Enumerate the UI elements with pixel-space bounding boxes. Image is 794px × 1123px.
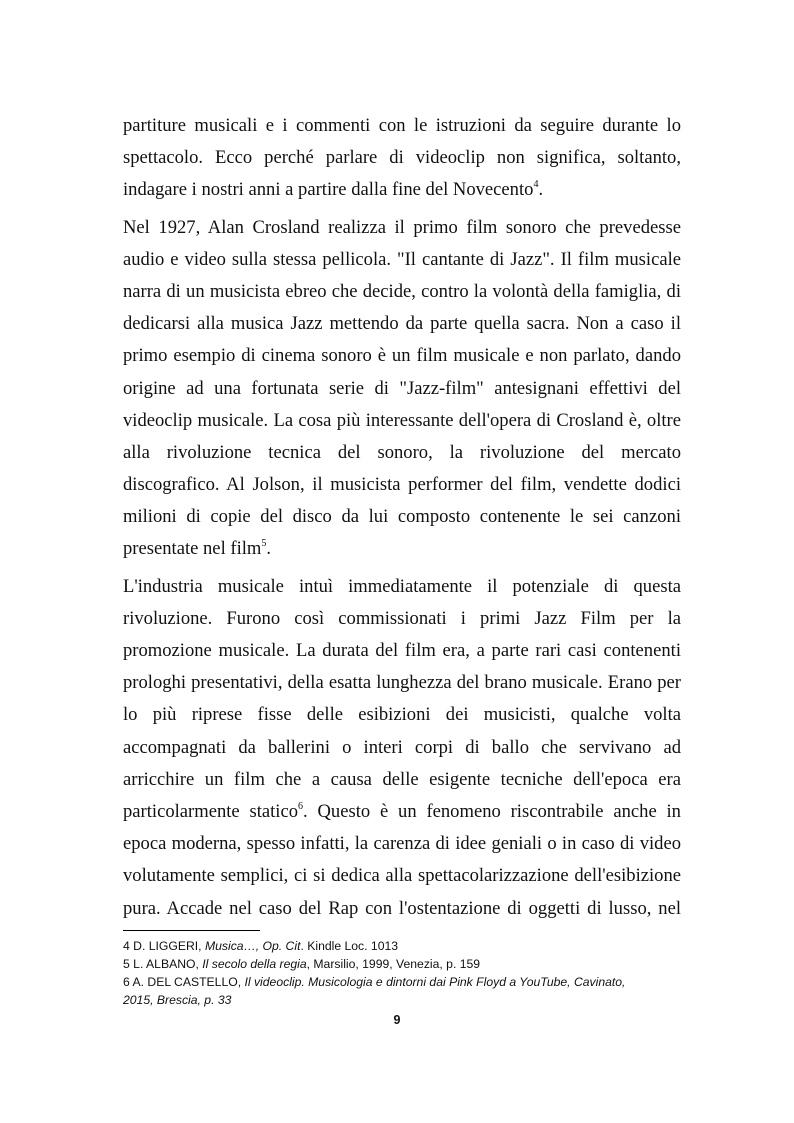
text-line: prologhi presentativi, della esatta lunghezza del brano musicale. Erano per <box>123 672 681 694</box>
footnote-text: . Kindle Loc. 1013 <box>300 939 399 953</box>
text-line: milioni di copie del disco da lui composto contenente le sei canzoni <box>123 506 681 528</box>
text-line: narra di un musicista ebreo che decide, contro la volontà della famiglia, di <box>123 280 681 302</box>
text-line: L'industria musicale intuì immediatamente il potenziale di questa <box>123 575 681 597</box>
text-fragment: particolarmente statico <box>123 800 299 822</box>
text-line <box>123 796 681 828</box>
text-line: pura. Accade nel caso del Rap con l'ostentazione di oggetti di lusso, nel <box>123 897 681 919</box>
text-line: primo esempio di cinema sonoro è un film musicale e non parlato, dando <box>123 345 681 367</box>
text-line: audio e video sulla stessa pellicola. "Il cantante di Jazz". Il film musicale <box>123 248 681 270</box>
paragraph-1 <box>123 110 681 207</box>
text-line: origine ad una fortunata serie di "Jazz-film" antesignani effettivi del <box>123 377 681 399</box>
text-fragment: . <box>538 179 544 201</box>
footnote-5 <box>123 955 683 973</box>
text-line: arricchire un film che a causa delle esigente tecniche dell'epoca era <box>123 768 681 790</box>
body-text <box>123 110 681 930</box>
text-line: lo più riprese fisse delle esibizioni dei musicisti, qualche volta <box>123 704 681 726</box>
paragraph-2 <box>123 212 681 566</box>
footnote-6 <box>123 973 683 991</box>
text-line <box>123 533 681 565</box>
footnote-text: D. LIGGERI, <box>133 939 205 953</box>
text-line: dedicarsi alla musica Jazz mettendo da parte quella sacra. Non a caso il <box>123 313 681 335</box>
text-line: partiture musicali e i commenti con le istruzioni da seguire durante lo <box>123 115 681 136</box>
text-line: promozione musicale. La durata del film era, a parte rari casi contenenti <box>123 640 681 661</box>
footnote-title: Musica…, Op. Cit <box>204 939 301 953</box>
text-line: spettacolo. Ecco perché parlare di videoclip non significa, soltanto, <box>123 147 681 169</box>
footnote-ref-4[interactable]: 4 <box>533 179 539 191</box>
footnote-title: Il videoclip. Musicologia e dintorni dai Pink Floyd a YouTube, Cavinato, <box>244 975 626 989</box>
footnote-title: Il secolo della regia <box>202 957 307 971</box>
text-fragment: . Questo è un fenomeno riscontrabile anche in <box>303 800 681 822</box>
footnote-6-continuation <box>123 991 683 1009</box>
text-line <box>123 174 681 206</box>
footnote-number: 6 <box>123 975 130 989</box>
text-line: accompagnati da ballerini o interi corpi di ballo che servivano ad <box>123 736 681 758</box>
text-line: Nel 1927, Alan Crosland realizza il primo film sonoro che prevedesse <box>123 216 681 238</box>
text-line: rivoluzione. Furono così commissionati i primi Jazz Film per la <box>123 607 681 629</box>
text-fragment: indagare i nostri anni a partire dalla fine del Novecento <box>123 179 534 201</box>
text-line: videoclip musicale. La cosa più interessante dell'opera di Crosland è, oltre <box>123 409 681 431</box>
footnote-ref-6[interactable]: 6 <box>298 800 304 812</box>
text-line: discografico. Al Jolson, il musicista performer del film, vendette dodici <box>123 474 681 496</box>
footnote-text: 2015, Brescia, p. 33 <box>123 993 232 1007</box>
paragraph-3 <box>123 571 681 925</box>
footnote-text: , Marsilio, 1999, Venezia, p. 159 <box>306 957 481 971</box>
text-line: epoca moderna, spesso infatti, la carenza di idee geniali o in caso di video <box>123 833 681 855</box>
text-line: alla rivoluzione tecnica del sonoro, la rivoluzione del mercato <box>123 441 681 463</box>
footnote-text: A. DEL CASTELLO, <box>132 975 245 989</box>
footnotes <box>123 937 683 1009</box>
text-line: volutamente semplici, ci si dedica alla spettacolarizzazione dell'esibizione <box>123 865 681 887</box>
footnote-ref-5[interactable]: 5 <box>261 538 267 550</box>
page-number: 9 <box>393 1013 401 1027</box>
text-fragment: presentate nel film <box>123 538 262 560</box>
footnote-number: 5 <box>123 957 130 971</box>
footnote-text: L. ALBANO, <box>133 957 203 971</box>
footnote-4 <box>123 937 683 955</box>
text-fragment: . <box>266 538 272 560</box>
footnote-number: 4 <box>123 939 130 953</box>
footnote-separator <box>123 930 260 931</box>
